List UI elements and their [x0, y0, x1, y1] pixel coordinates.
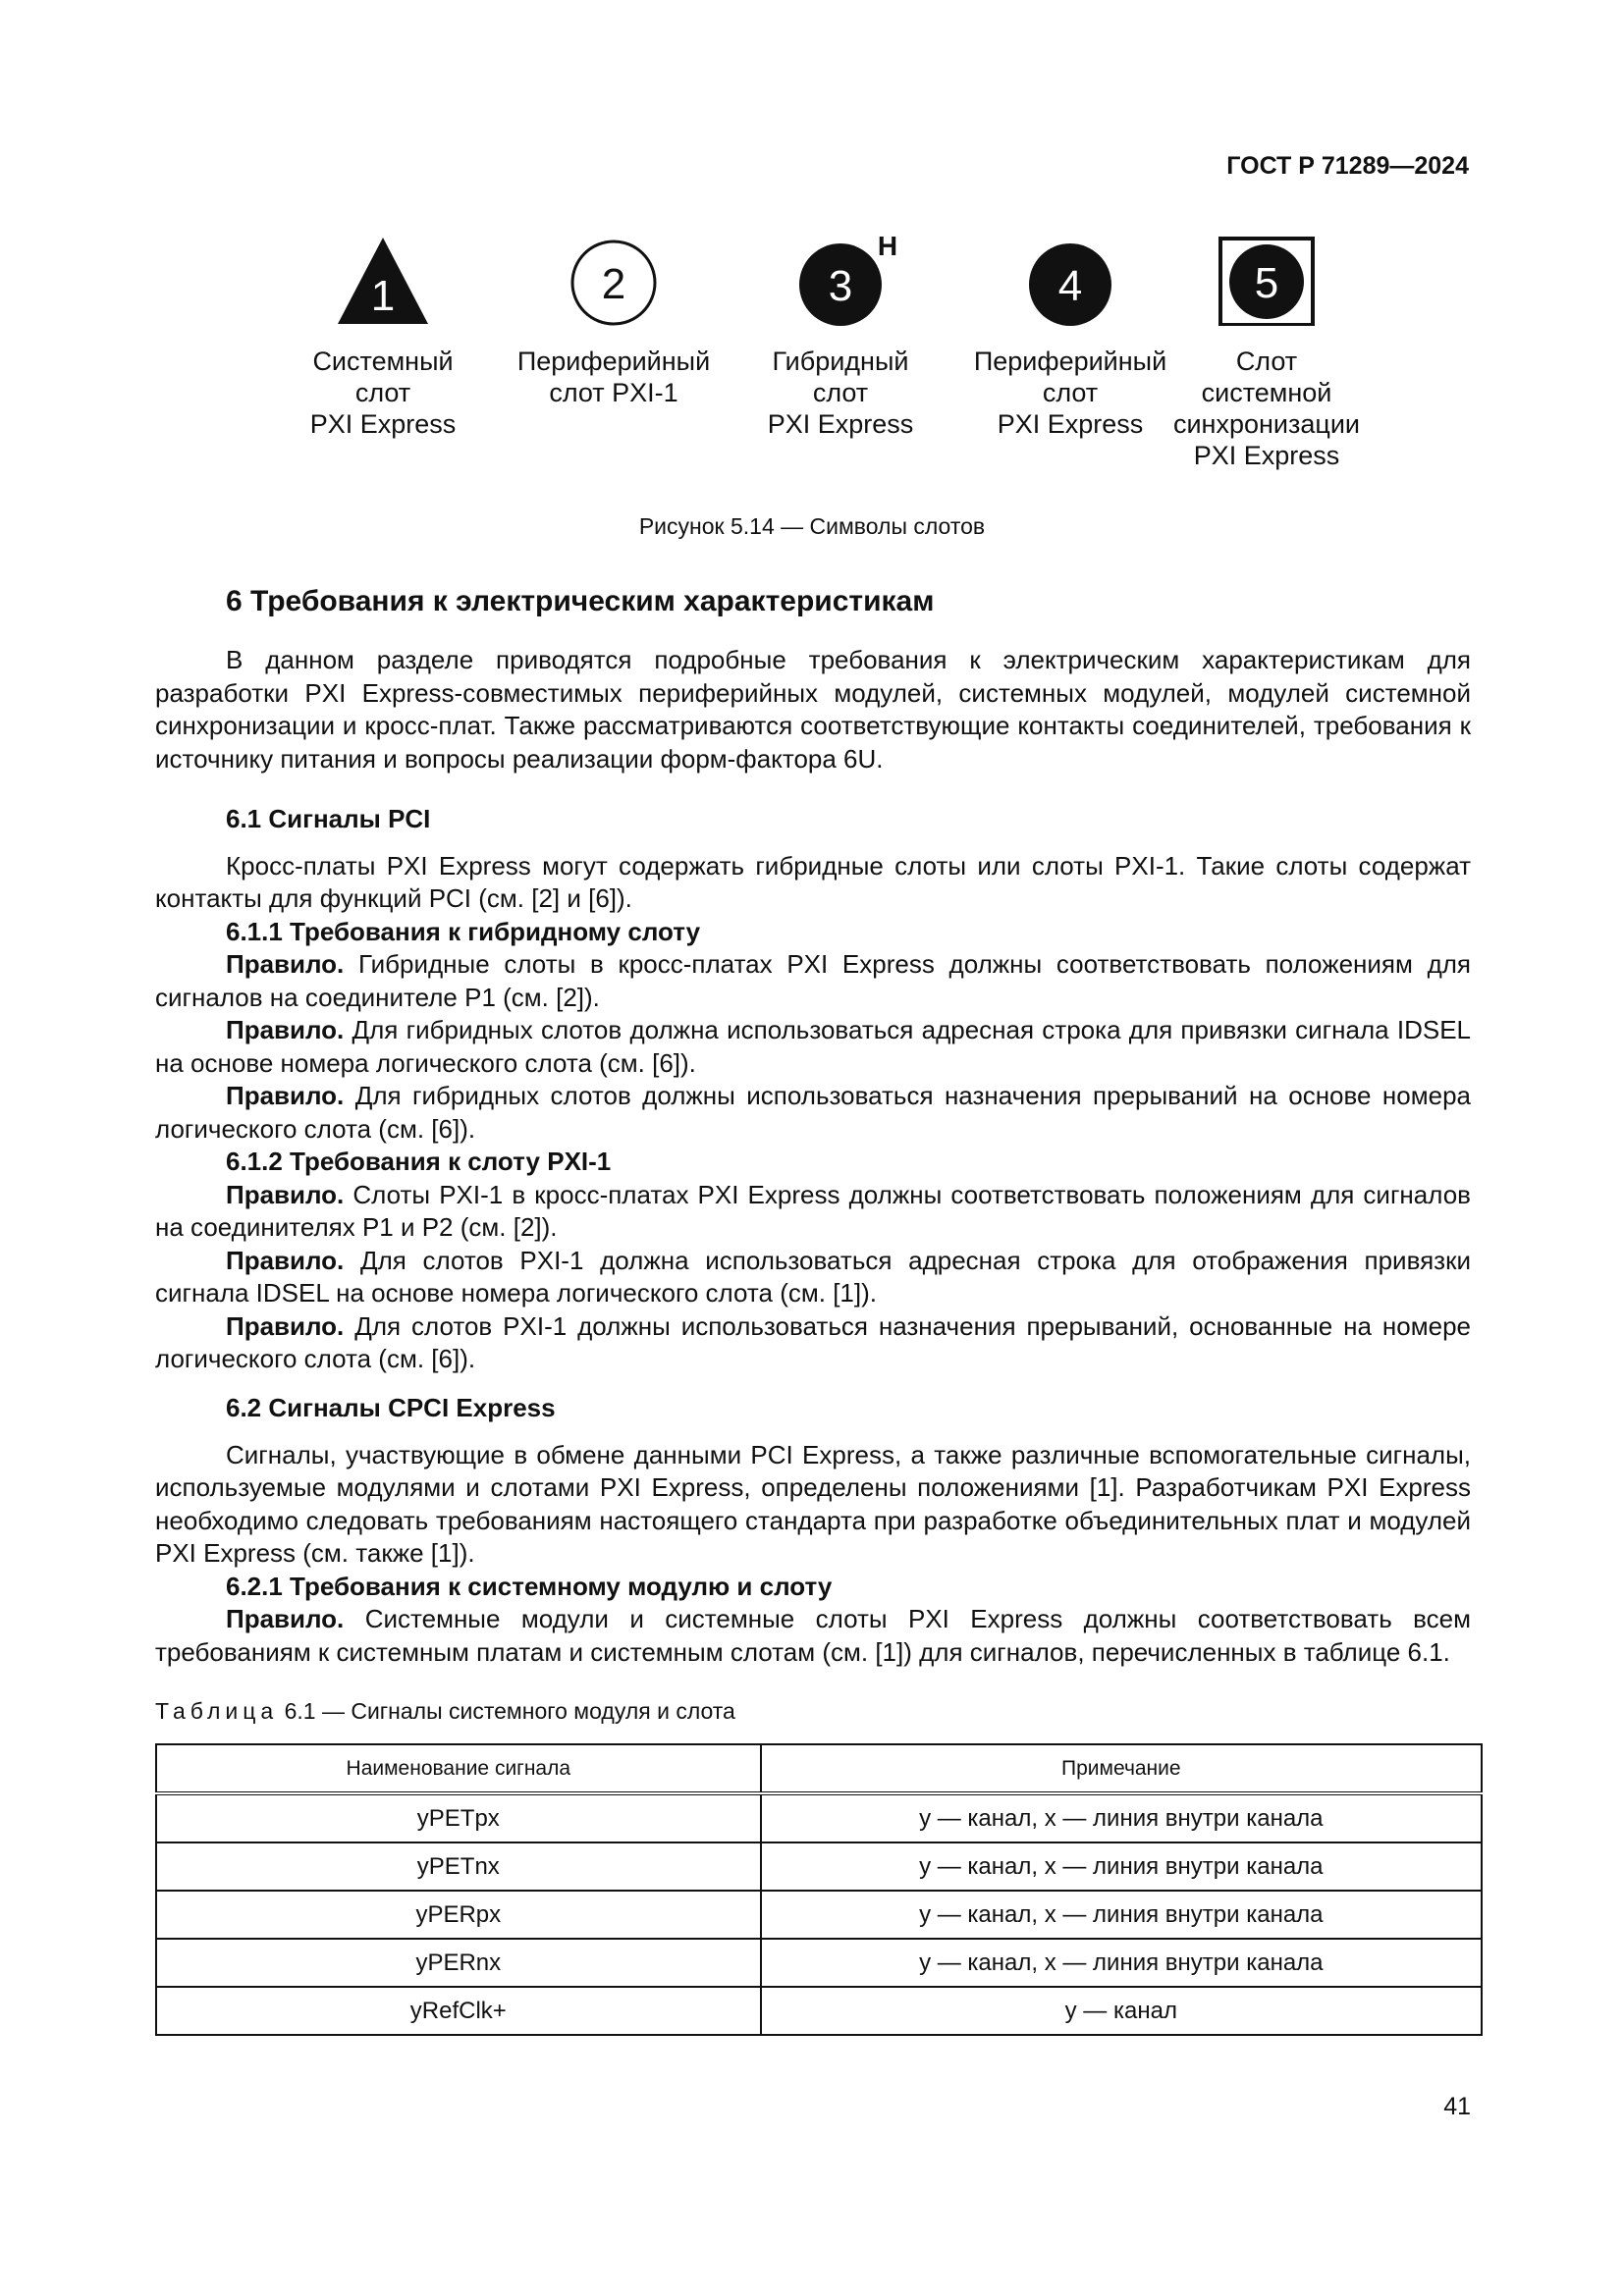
symbol-label: Системный слот PXI Express — [309, 347, 457, 439]
intro-paragraph: В данном разделе приводятся подробные требования к электрическим характеристикам для разработки PXI Express-совместимых периферийных модулей, системных модулей, модулей системной синхронизации и кросс-плат. Также рассматриваются соответствующие контакты соединителей, требования к источнику питания и вопросы реализации форм-фактора 6U. — [155, 645, 1471, 774]
signal-name-cell: yPETpx — [156, 1793, 761, 1842]
paragraph: Сигналы, участвующие в обмене данными PCI Express, а также различные вспомогательные сигналы, используемые модулями и слотами PXI Express, определены положениями [1]. Разработчикам PXI Express необходимо следовать требованиям настоящего стандарта при разработке объединительных плат и модулей PXI Express (см. также [1]). — [155, 1439, 1471, 1568]
section-title: 6 Требования к электрическим характеристикам — [226, 585, 935, 617]
signal-name-cell: yPERnx — [156, 1939, 761, 1987]
symbol-hybrid-slot — [742, 236, 939, 440]
rule-paragraph: Правило. Гибридные слоты в кросс-платах PXI Express должны соответствовать положениям для сигналов на соединителе P1 (см. [2]). — [155, 949, 1471, 1012]
column-header: Наименование сигнала — [156, 1744, 761, 1793]
signals-table — [155, 1743, 1483, 2036]
svg-text:1: 1 — [370, 272, 396, 320]
hybrid-superscript: H — [877, 236, 898, 261]
subsection-6-2 — [155, 1392, 1471, 1669]
subsection-title: 6.2.1 Требования к системному модулю и слоту — [226, 1571, 833, 1601]
table-row — [156, 1987, 1482, 2035]
symbol-label: Периферийный слот PXI-1 — [516, 347, 711, 407]
symbol-timing-slot — [1168, 236, 1365, 471]
circle-outline-icon — [565, 236, 663, 326]
note-cell: y — канал, x — линия внутри канала — [761, 1842, 1482, 1891]
note-cell: y — канал, x — линия внутри канала — [761, 1939, 1482, 1987]
note-cell: y — канал — [761, 1987, 1482, 2035]
rule-paragraph: Правило. Для слотов PXI-1 должны использоваться назначения прерываний, основанные на номере логического слота (см. [6]). — [155, 1310, 1471, 1373]
symbol-peripheral-pxi1-slot — [515, 236, 712, 408]
svg-text:5: 5 — [1254, 259, 1279, 307]
circle-filled-icon — [1021, 236, 1119, 326]
figure-caption: Рисунок 5.14 — Символы слотов — [638, 513, 986, 539]
rule-paragraph: Правило. Системные модули и системные слоты PXI Express должны соответствовать всем требованиям к системным платам и системным слотам (см. [1]) для сигналов, перечисленных в таблице 6.1. — [155, 1604, 1471, 1667]
circle-filled-icon — [777, 236, 904, 326]
signal-name-cell: yPERpx — [156, 1891, 761, 1939]
symbol-system-slot — [285, 236, 481, 440]
rule-paragraph: Правило. Слоты PXI-1 в кросс-платах PXI Express должны соответствовать положениям для сигналов на соединителях P1 и P2 (см. [2]). — [155, 1179, 1471, 1242]
boxed-circle-icon — [1218, 236, 1316, 326]
table-row — [156, 1793, 1482, 1842]
table-header-row — [156, 1744, 1482, 1793]
triangle-icon — [334, 236, 432, 326]
table-row — [156, 1842, 1482, 1891]
document-header: ГОСТ Р 71289—2024 — [1226, 152, 1469, 180]
subsection-title: 6.1 Сигналы PCI — [226, 804, 431, 833]
signal-name-cell: yPETnx — [156, 1842, 761, 1891]
svg-text:2: 2 — [601, 260, 626, 308]
subsection-title: 6.1.2 Требования к слоту PXI-1 — [226, 1147, 612, 1176]
table-row — [156, 1939, 1482, 1987]
section-intro — [155, 644, 1471, 775]
rule-paragraph: Правило. Для гибридных слотов должна использоваться адресная строка для привязки сигнала IDSEL на основе номера логического слота (см. [6]). — [155, 1015, 1471, 1078]
symbol-label: Гибридный слот PXI Express — [767, 347, 914, 439]
symbol-peripheral-pxie-slot — [972, 236, 1168, 440]
svg-text:3: 3 — [828, 262, 853, 310]
subsection-title: 6.2 Сигналы CPCI Express — [226, 1393, 556, 1422]
table-row — [156, 1891, 1482, 1939]
note-cell: y — канал, x — линия внутри канала — [761, 1793, 1482, 1842]
symbol-label: Слот системной синхронизации PXI Express — [1172, 347, 1361, 470]
table-caption: Таблица 6.1 — Сигналы системного модуля и слота — [155, 1698, 735, 1724]
note-cell: y — канал, x — линия внутри канала — [761, 1891, 1482, 1939]
symbol-label: Периферийный слот PXI Express — [973, 347, 1167, 439]
page-number: 41 — [1443, 2093, 1471, 2120]
rule-paragraph: Правило. Для слотов PXI-1 должна использоваться адресная строка для отображения привязки сигнала IDSEL на основе номера логического слота (см. [1]). — [155, 1245, 1471, 1308]
rule-paragraph: Правило. Для гибридных слотов должны использоваться назначения прерываний на основе номера логического слота (см. [6]). — [155, 1081, 1471, 1144]
column-header: Примечание — [761, 1744, 1482, 1793]
paragraph: Кросс-платы PXI Express могут содержать гибридные слоты или слоты PXI-1. Такие слоты содержат контакты для функций PCI (см. [2] и [6]). — [155, 850, 1471, 913]
subsection-6-1 — [155, 803, 1471, 1376]
signal-name-cell: yRefClk+ — [156, 1987, 761, 2035]
svg-text:4: 4 — [1057, 262, 1083, 310]
subsection-title: 6.1.1 Требования к гибридному слоту — [226, 916, 701, 946]
